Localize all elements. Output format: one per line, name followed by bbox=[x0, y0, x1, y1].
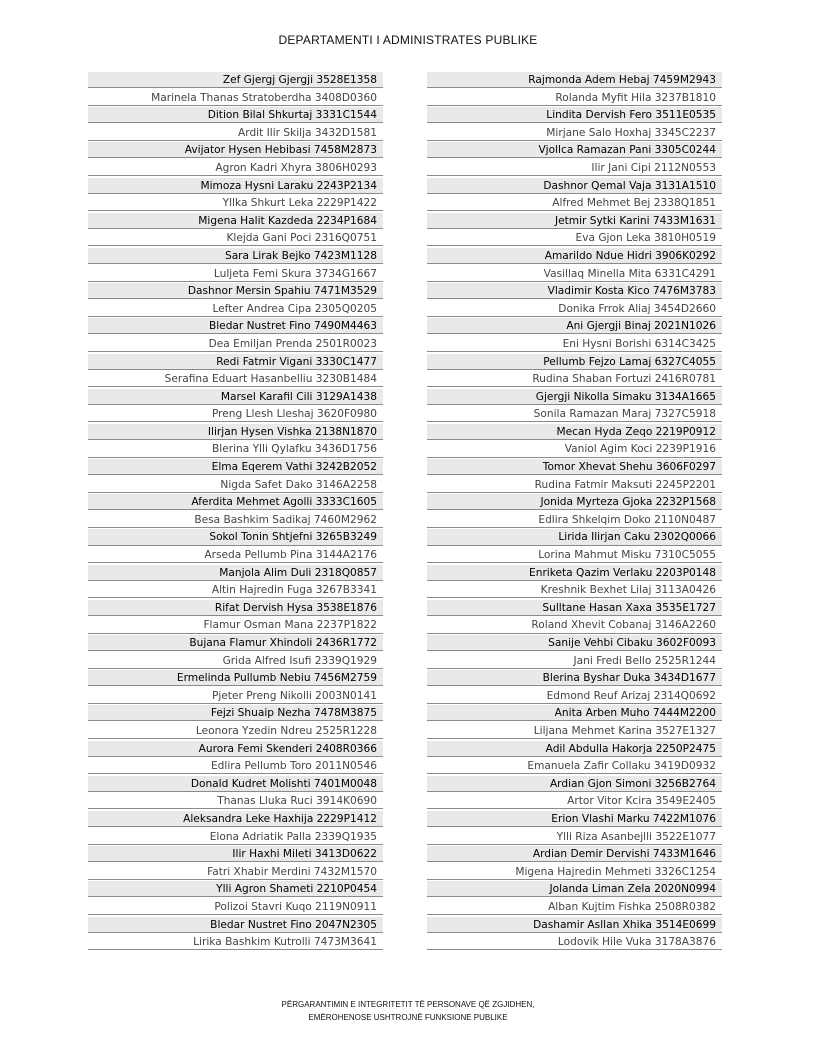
list-item: Sara Lirak Bejko 7423M1128 bbox=[88, 248, 383, 264]
list-item: Agron Kadri Xhyra 3806H0293 bbox=[88, 160, 383, 176]
list-item: Alban Kujtim Fishka 2508R0382 bbox=[427, 899, 722, 915]
list-item: Avijator Hysen Hebibasi 7458M2873 bbox=[88, 142, 383, 158]
list-item: Rudina Fatmir Maksuti 2245P2201 bbox=[427, 477, 722, 493]
list-item: Ardian Demir Dervishi 7433M1646 bbox=[427, 846, 722, 862]
list-item: Yllka Shkurt Leka 2229P1422 bbox=[88, 195, 383, 211]
list-item: Serafina Eduart Hasanbelliu 3230B1484 bbox=[88, 371, 383, 387]
list-item: Mimoza Hysni Laraku 2243P2134 bbox=[88, 178, 383, 194]
list-item: Sulltane Hasan Xaxa 3535E1727 bbox=[427, 600, 722, 616]
list-item: Marsel Karafil Cili 3129A1438 bbox=[88, 389, 383, 405]
list-item: Vladimir Kosta Kico 7476M3783 bbox=[427, 283, 722, 299]
list-item: Lirika Bashkim Kutrolli 7473M3641 bbox=[88, 934, 383, 950]
list-item: Fatri Xhabir Merdini 7432M1570 bbox=[88, 864, 383, 880]
list-item: Preng Llesh Lleshaj 3620F0980 bbox=[88, 406, 383, 422]
list-item: Jani Fredi Bello 2525R1244 bbox=[427, 653, 722, 669]
footer-line-2: EMËROHENOSE USHTROJNË FUNKSIONE PUBLIKE bbox=[308, 1013, 508, 1022]
list-item: Edlira Shkelqim Doko 2110N0487 bbox=[427, 512, 722, 528]
list-item: Ardit Ilir Skilja 3432D1581 bbox=[88, 125, 383, 141]
list-item: Marinela Thanas Stratoberdha 3408D0360 bbox=[88, 90, 383, 106]
list-item: Migena Hajredin Mehmeti 3326C1254 bbox=[427, 864, 722, 880]
list-item: Luljeta Femi Skura 3734G1667 bbox=[88, 266, 383, 282]
list-item: Vasillaq Minella Mita 6331C4291 bbox=[427, 266, 722, 282]
list-item: Lefter Andrea Cipa 2305Q0205 bbox=[88, 301, 383, 317]
list-item: Roland Xhevit Cobanaj 3146A2260 bbox=[427, 617, 722, 633]
list-item: Lodovik Hile Vuka 3178A3876 bbox=[427, 934, 722, 950]
list-item: Dashnor Mersin Spahiu 7471M3529 bbox=[88, 283, 383, 299]
list-item: Eva Gjon Leka 3810H0519 bbox=[427, 230, 722, 246]
list-item: Liljana Mehmet Karina 3527E1327 bbox=[427, 723, 722, 739]
list-item: Vjollca Ramazan Pani 3305C0244 bbox=[427, 142, 722, 158]
list-item: Jolanda Liman Zela 2020N0994 bbox=[427, 881, 722, 897]
list-item: Mirjane Salo Hoxhaj 3345C2237 bbox=[427, 125, 722, 141]
list-item: Dea Emiljan Prenda 2501R0023 bbox=[88, 336, 383, 352]
list-item: Aleksandra Leke Haxhija 2229P1412 bbox=[88, 811, 383, 827]
list-item: Mecan Hyda Zeqo 2219P0912 bbox=[427, 424, 722, 440]
list-item: Adil Abdulla Hakorja 2250P2475 bbox=[427, 741, 722, 757]
list-item: Vaniol Agim Koci 2239P1916 bbox=[427, 441, 722, 457]
list-item: Klejda Gani Poci 2316Q0751 bbox=[88, 230, 383, 246]
list-item: Blerina Ylli Qylafku 3436D1756 bbox=[88, 441, 383, 457]
list-item: Blerina Byshar Duka 3434D1677 bbox=[427, 670, 722, 686]
list-item: Redi Fatmir Vigani 3330C1477 bbox=[88, 354, 383, 370]
list-item: Enriketa Qazim Verlaku 2203P0148 bbox=[427, 565, 722, 581]
list-item: Sonila Ramazan Maraj 7327C5918 bbox=[427, 406, 722, 422]
list-item: Jonida Myrteza Gjoka 2232P1568 bbox=[427, 494, 722, 510]
footer-line-1: PËRGARANTIMIN E INTEGRITETIT TË PERSONAVE QË ZGJIDHEN, bbox=[281, 1000, 535, 1009]
list-item: Elma Eqerem Vathi 3242B2052 bbox=[88, 459, 383, 475]
list-item: Rolanda Myfit Hila 3237B1810 bbox=[427, 90, 722, 106]
list-item: Dashnor Qemal Vaja 3131A1510 bbox=[427, 178, 722, 194]
list-item: Ylli Riza Asanbejlli 3522E1077 bbox=[427, 829, 722, 845]
list-item: Kreshnik Bexhet Lilaj 3113A0426 bbox=[427, 582, 722, 598]
list-item: Aferdita Mehmet Agolli 3333C1605 bbox=[88, 494, 383, 510]
footer bbox=[0, 998, 816, 1024]
list-item: Edmond Reuf Arizaj 2314Q0692 bbox=[427, 688, 722, 704]
list-item: Polizoi Stavri Kuqo 2119N0911 bbox=[88, 899, 383, 915]
list-item: Amarildo Ndue Hidri 3906K0292 bbox=[427, 248, 722, 264]
list-item: Gjergji Nikolla Simaku 3134A1665 bbox=[427, 389, 722, 405]
list-item: Leonora Yzedin Ndreu 2525R1228 bbox=[88, 723, 383, 739]
list-item: Ilir Haxhi Mileti 3413D0622 bbox=[88, 846, 383, 862]
list-item: Rajmonda Adem Hebaj 7459M2943 bbox=[427, 72, 722, 88]
list-item: Rudina Shaban Fortuzi 2416R0781 bbox=[427, 371, 722, 387]
list-item: Dashamir Asllan Xhika 3514E0699 bbox=[427, 917, 722, 933]
list-item: Erion Vlashi Marku 7422M1076 bbox=[427, 811, 722, 827]
list-item: Altin Hajredin Fuga 3267B3341 bbox=[88, 582, 383, 598]
list-item: Tomor Xhevat Shehu 3606F0297 bbox=[427, 459, 722, 475]
list-item: Thanas Lluka Ruci 3914K0690 bbox=[88, 793, 383, 809]
list-item: Nigda Safet Dako 3146A2258 bbox=[88, 477, 383, 493]
left-name-column bbox=[88, 72, 383, 952]
list-item: Flamur Osman Mana 2237P1822 bbox=[88, 617, 383, 633]
list-item: Lorina Mahmut Misku 7310C5055 bbox=[427, 547, 722, 563]
list-item: Ilirjan Hysen Vishka 2138N1870 bbox=[88, 424, 383, 440]
list-item: Eni Hysni Borishi 6314C3425 bbox=[427, 336, 722, 352]
list-item: Lirida Ilirjan Caku 2302Q0066 bbox=[427, 529, 722, 545]
list-item: Sokol Tonin Shtjefni 3265B3249 bbox=[88, 529, 383, 545]
list-item: Arseda Pellumb Pina 3144A2176 bbox=[88, 547, 383, 563]
list-item: Sanije Vehbi Cibaku 3602F0093 bbox=[427, 635, 722, 651]
page-title: DEPARTAMENTI I ADMINISTRATES PUBLIKE bbox=[278, 33, 538, 47]
list-item: Rifat Dervish Hysa 3538E1876 bbox=[88, 600, 383, 616]
list-item: Ilir Jani Cipi 2112N0553 bbox=[427, 160, 722, 176]
list-item: Lindita Dervish Fero 3511E0535 bbox=[427, 107, 722, 123]
list-item: Artor Vitor Kcira 3549E2405 bbox=[427, 793, 722, 809]
list-item: Emanuela Zafir Collaku 3419D0932 bbox=[427, 758, 722, 774]
list-item: Ardian Gjon Simoni 3256B2764 bbox=[427, 776, 722, 792]
list-item: Ermelinda Pullumb Nebiu 7456M2759 bbox=[88, 670, 383, 686]
list-item: Manjola Alim Duli 2318Q0857 bbox=[88, 565, 383, 581]
list-item: Besa Bashkim Sadikaj 7460M2962 bbox=[88, 512, 383, 528]
list-item: Alfred Mehmet Bej 2338Q1851 bbox=[427, 195, 722, 211]
list-item: Elona Adriatik Palla 2339Q1935 bbox=[88, 829, 383, 845]
list-item: Grida Alfred Isufi 2339Q1929 bbox=[88, 653, 383, 669]
list-item: Donald Kudret Molishti 7401M0048 bbox=[88, 776, 383, 792]
list-item: Bujana Flamur Xhindoli 2436R1772 bbox=[88, 635, 383, 651]
list-item: Aurora Femi Skenderi 2408R0366 bbox=[88, 741, 383, 757]
list-item: Ylli Agron Shameti 2210P0454 bbox=[88, 881, 383, 897]
list-item: Jetmir Sytki Karini 7433M1631 bbox=[427, 213, 722, 229]
list-item: Anita Arben Muho 7444M2200 bbox=[427, 705, 722, 721]
right-name-column bbox=[427, 72, 722, 952]
list-item: Edlira Pellumb Toro 2011N0546 bbox=[88, 758, 383, 774]
list-item: Pellumb Fejzo Lamaj 6327C4055 bbox=[427, 354, 722, 370]
list-item: Pjeter Preng Nikolli 2003N0141 bbox=[88, 688, 383, 704]
list-item: Migena Halit Kazdeda 2234P1684 bbox=[88, 213, 383, 229]
list-item: Bledar Nustret Fino 7490M4463 bbox=[88, 318, 383, 334]
list-item: Donika Frrok Aliaj 3454D2660 bbox=[427, 301, 722, 317]
list-item: Dition Bilal Shkurtaj 3331C1544 bbox=[88, 107, 383, 123]
list-item: Zef Gjergj Gjergji 3528E1358 bbox=[88, 72, 383, 88]
list-item: Bledar Nustret Fino 2047N2305 bbox=[88, 917, 383, 933]
list-item: Fejzi Shuaip Nezha 7478M3875 bbox=[88, 705, 383, 721]
list-item: Ani Gjergji Binaj 2021N1026 bbox=[427, 318, 722, 334]
